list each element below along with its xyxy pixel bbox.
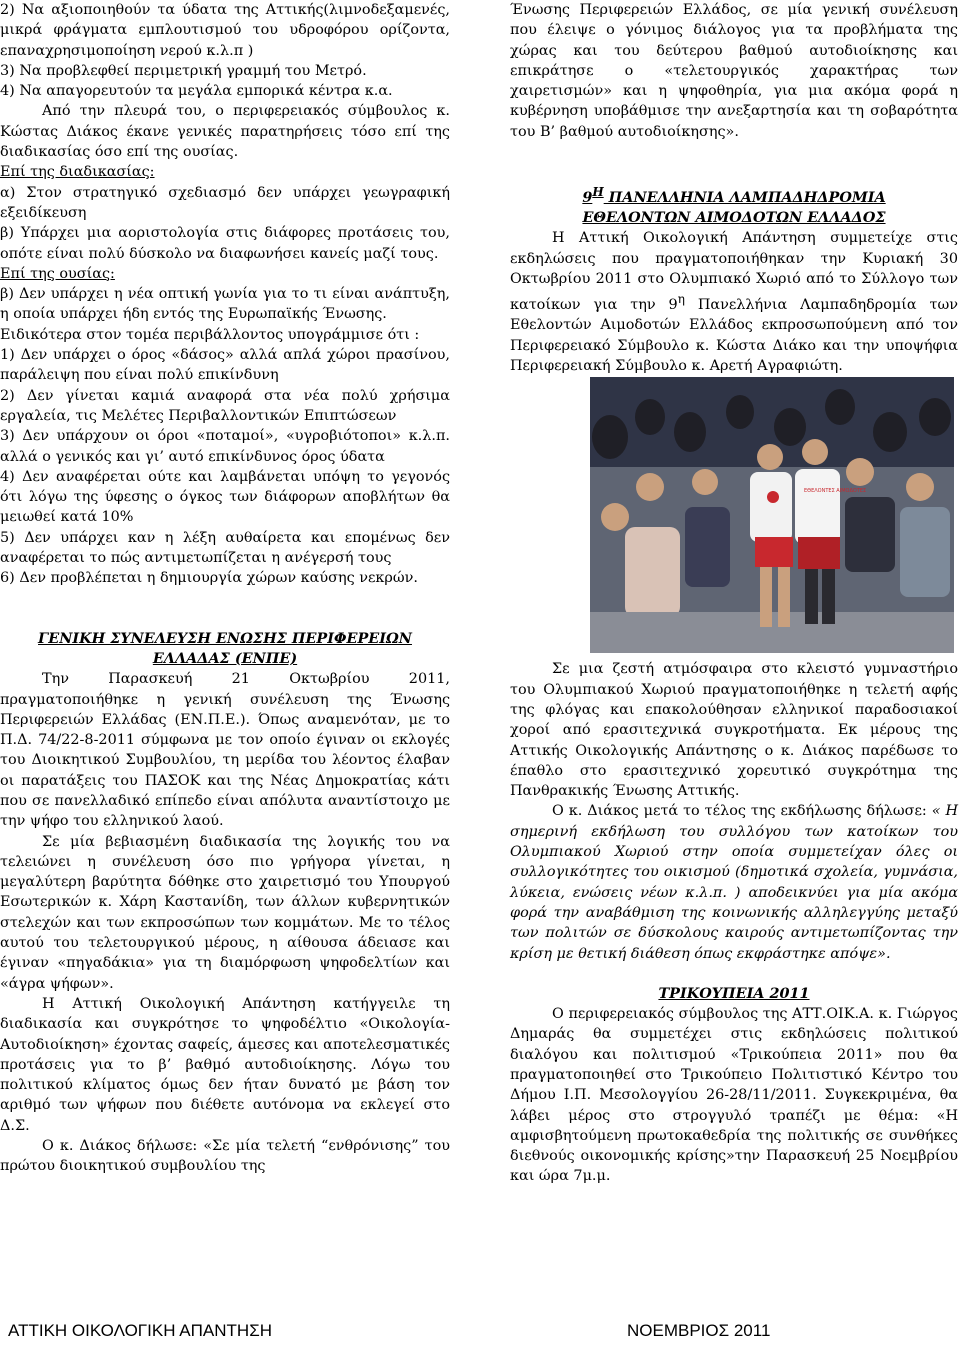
- paragraph-enpe: Την Παρασκευή 21 Οκτωβρίου 2011, πραγματοποιήθηκε η γενική συνέλευση της Ένωσης Περιφερειών Ελλάδας (ΕΝ.Π.Ε.). Όπως αναμενόταν, με το Π.Δ. 74/22-8-2011 σύμφωνα με τον οποίο έγιναν οι εκλογές του Διοικητικού Συμβουλίου, τη μερίδα του λέοντος έλαβαν οι παρατάξεις του ΠΑΣΟΚ και της Νέας Δημοκρατίας κάτι που σε πανελλαδικό επίπεδο είναι απόλυτα αναντίστοιχο με την ψήφο του ελληνικού λαού.: [0, 671, 450, 830]
- statement-quote: « Η σημερινή εκδήλωση του συλλόγου των κατοίκων του Ολυμπιακού Χωριού στην οποία συμμετείχαν όλες οι συλλογικότητες του οικισμού (δημοτικά σχολεία, γυμνάσια, λύκεια, ενώσεις νέων κ.λ.π. ) αποδεικνύει για μία ακόμα φορά την αναβάθμιση της κοινωνικής αλληλεγγύης μεταξύ των πολιτών σε δύσκολους καιρούς αντιμετωπίζοντας την κρίση με θετική διάθεση όπως εκφράστηκε απόψε».: [510, 803, 958, 962]
- footer-publication: ΑΤΤΙΚΗ ΟΙΚΟΛΟΓΙΚΗ ΑΠΑΝΤΗΣΗ: [8, 1321, 272, 1340]
- list-item: 3) Δεν υπάρχουν οι όροι «ποταμοί», «υγροβιότοποι» κ.λ.π. αλλά ο γενικός και γι’ αυτό επικίνδυνος όρος ύδατα: [0, 428, 450, 465]
- list-item: 1) Δεν υπάρχει ο όρος «δάσος» αλλά απλά χώροι πρασίνου, παράλειψη που είναι πολύ επικίνδυνη: [0, 347, 450, 384]
- paragraph-enpe: Σε μία βεβιασμένη διαδικασία της λογικής του να τελειώνει η συνέλευση όσο πιο γρήγορα γίνεται, η μεγαλύτερη βαρύτητα δόθηκε στο χαιρετισμό του Υπουργού Εσωτερικών κ. Χάρη Καστανίδη, των άλλων κυβερνητικών στελεχών και των εκπροσώπων των κομμάτων. Με το τέλος αυτού του τελετουργικού μέρους, η αίθουσα άδειασε και έγιναν «πηγαδάκια» για τη διαμόρφωση ψηφοδελτίων και «άγρα ψήφων».: [0, 833, 450, 992]
- paragraph-torch-part-a: Η Αττική Οικολογική Απάντηση συμμετείχε στις εκδηλώσεις που πραγματοποιήθηκαν την Κυριακή 30 Οκτωβρίου 2011 στο Ολυμπιακό Χωριό από το Σύλλογο των κατοίκων για την 9: [510, 230, 958, 314]
- subheading-substance: Επί της ουσίας:: [0, 265, 115, 282]
- list-item: 2) Να αξιοποιηθούν τα ύδατα της Αττικής(λιμνοδεξαμενές, μικρά φράγματα εμπλουτισμού του υδροφόρου ορίζοντα, επαναχρησιμοποίηση νερού κ.λ.π ): [0, 2, 450, 59]
- list-item: β) Υπάρχει μια αοριστολογία στις διάφορες προτάσεις του, οπότε είναι πολύ δύσκολο να διαφωνήσει κανείς μαζί τους.: [0, 225, 450, 262]
- list-item: β) Δεν υπάρχει η νέα οπτική γωνία για το τι είναι ανάπτυξη, η οποία υπάρχει ήδη εντός της Ευρωπαϊκής Ένωσης.: [0, 286, 450, 323]
- paragraph-enpe: Η Αττική Οικολογική Απάντηση κατήγγειλε τη διαδικασία και συγκρότησε το ψηφοδέλτιο «Οικολογία-Αυτοδιοίκηση» έχοντας σαφείς, άμεσες και αποτελεσματικές προτάσεις για το β’ βαθμό αυτοδιοίκησης. Λόγω του πολιτικού κλίματος όμως δεν ήταν δυνατό με βάση τον αριθμό των ψήφων που διέθετε αυτόνομα να εκλεγεί στο Δ.Σ.: [0, 995, 450, 1134]
- subheading-process: Επί της διαδικασίας:: [0, 164, 155, 181]
- shirt-slogan: ΕΘΕΛΟΝΤΕΣ ΑΙΜΟΔΟΤΕΣ: [804, 488, 867, 494]
- list-item: 3) Να προβλεφθεί περιμετρική γραμμή του Μετρό.: [0, 62, 367, 79]
- heading-trikoupeia-text: ΤΡΙΚΟΥΠΕΙΑ 2011: [658, 984, 810, 1002]
- photo-illustration: [590, 377, 954, 653]
- paragraph-trikoupeia: Ο περιφερειακός σύμβουλος της ΑΤΤ.ΟΙΚ.Α. κ. Γιώργος Δημαράς θα συμμετέχει στις εκδηλώσεις πολιτικού διαλόγου και πολιτισμού «Τρικούπεια 2011» που θα πραγματοποιηθεί στο Τρικούπειο Πολιτιστικό Κέντρο του Δήμου Ι.Π. Μεσολογγίου 26-28/11/2011. Συγκεκριμένα, θα λάβει μέρος στο στρογγυλό τραπέζι με θέμα: «Η αμφισβητούμενη πρωτοκαθεδρία της πολιτικής σε συνθήκες διεθνούς οικονομικής κρίσης»την Παρασκευή 25 Νοεμβρίου και ώρα 7μ.μ.: [510, 1006, 958, 1185]
- list-item: Ειδικότερα στον τομέα περιβάλλοντος υπογράμμισε ότι :: [0, 326, 420, 343]
- footer-issue: ΝΟΕΜΒΡΙΟΣ 2011: [627, 1321, 771, 1340]
- list-item: α) Στον στρατηγικό σχεδιασμό δεν υπάρχει γεωγραφική εξειδίκευση: [0, 184, 450, 221]
- paragraph-continued: Ένωσης Περιφερειών Ελλάδος, σε μία γενική συνέλευση που έλειψε ο γόνιμος διάλογος για τα προβλήματα της χώρας και του δεύτερου βαθμού αυτοδιοίκησης και επικράτησε ο «τελετουργικός χαρακτήρας των χαιρετισμών» και η ψηφοθηρία, για μια ακόμα φορά η κυβέρνηση υποβάθμισε την ανεξαρτησία και τη σοβαρότητα του Β’ βαθμού αυτοδιοίκησης».: [510, 2, 958, 140]
- heading-line1: ΠΑΝΕΛΛΗΝΙΑ ΛΑΜΠΑΔΗΔΡΟΜΙΑ: [603, 188, 886, 206]
- list-item: 2) Δεν γίνεται καμιά αναφορά στα νέα πολύ χρήσιμα εργαλεία, τις Μελέτες Περιβαλλοντικών Επιπτώσεων: [0, 387, 450, 424]
- heading-ordinal: 9: [582, 188, 593, 206]
- paragraph-torch-part-b: Πανελλήνια Λαμπαδηδρομία των Εθελοντών Αιμοδοτών Ελλάδος εκπροσωπούμενη από τον Περιφερειακό Σύμβουλο κ. Κώστα Διάκο και την υποψήφια Περιφερειακή Σύμβουλο κ. Αρετή Αγραφιώτη.: [510, 297, 958, 375]
- paragraph-torch-statement: [510, 801, 958, 963]
- heading-line2: ΕΘΕΛΟΝΤΩΝ ΑΙΜΟΔΟΤΩΝ ΕΛΛΑΔΟΣ: [582, 209, 886, 227]
- paragraph-enpe: Ο κ. Διάκος δήλωσε: «Σε μία τελετή “ενθρόνισης” του πρώτου διοικητικού συμβουλίου της: [0, 1138, 450, 1175]
- heading-superscript: Η: [592, 185, 604, 200]
- heading-enpe: ΓΕΝΙΚΗ ΣΥΝΕΛΕΥΣΗ ΕΝΩΣΗΣ ΠΕΡΙΦΕΡΕΙΩΝ ΕΛΛΑΔΑΣ (ΕΝΠΕ): [38, 629, 412, 667]
- paragraph-torch-sup: η: [677, 292, 685, 307]
- event-photo: [590, 377, 954, 653]
- paragraph-counsellor: Από την πλευρά του, ο περιφερειακός σύμβουλος κ. Κώστας Διάκος έκανε γενικές παρατηρήσεις τόσο επί της διαδικασίας όσο επί της ουσίας.: [0, 103, 450, 161]
- paragraph-torch: [510, 228, 958, 376]
- statement-intro: Ο κ. Διάκος μετά το τέλος της εκδήλωσης δήλωσε:: [552, 803, 932, 820]
- heading-trikoupeia: [510, 984, 958, 1004]
- list-item: 4) Να απαγορευτούν τα μεγάλα εμπορικά κέντρα κ.α.: [0, 83, 393, 100]
- left-column: [0, 0, 450, 1177]
- list-item: 6) Δεν προβλέπεται η δημιουργία χώρων καύσης νεκρών.: [0, 570, 418, 587]
- paragraph-torch-ceremony: Σε μια ζεστή ατμόσφαιρα στο κλειστό γυμναστήριο του Ολυμπιακού Χωριού πραγματοποιήθηκε η τελετή αφής της φλόγας και επακολούθησαν ελληνικοί παραδοσιακοί χοροί από ερασιτεχνικά συγκροτήματα. Εκ μέρους της Αττικής Οικολογικής Απάντησης ο κ. Διάκος παρέδωσε το έπαθλο στο ερασιτεχνικό χορευτικό συγκρότημα της Πανθρακικής Ένωσης Αττικής.: [510, 661, 958, 800]
- heading-torch-relay: [510, 182, 958, 228]
- list-item: 5) Δεν υπάρχει καν η λέξη αυθαίρετα και επομένως δεν αναφέρεται το πώς αντιμετωπίζεται η ανέγερσή τους: [0, 529, 450, 567]
- list-item: 4) Δεν αναφέρεται ούτε και λαμβάνεται υπόψη το γεγονός ότι λόγω της ύφεσης ο όγκος των διάφορων αποβλήτων θα μειωθεί κατά 10%: [0, 468, 450, 526]
